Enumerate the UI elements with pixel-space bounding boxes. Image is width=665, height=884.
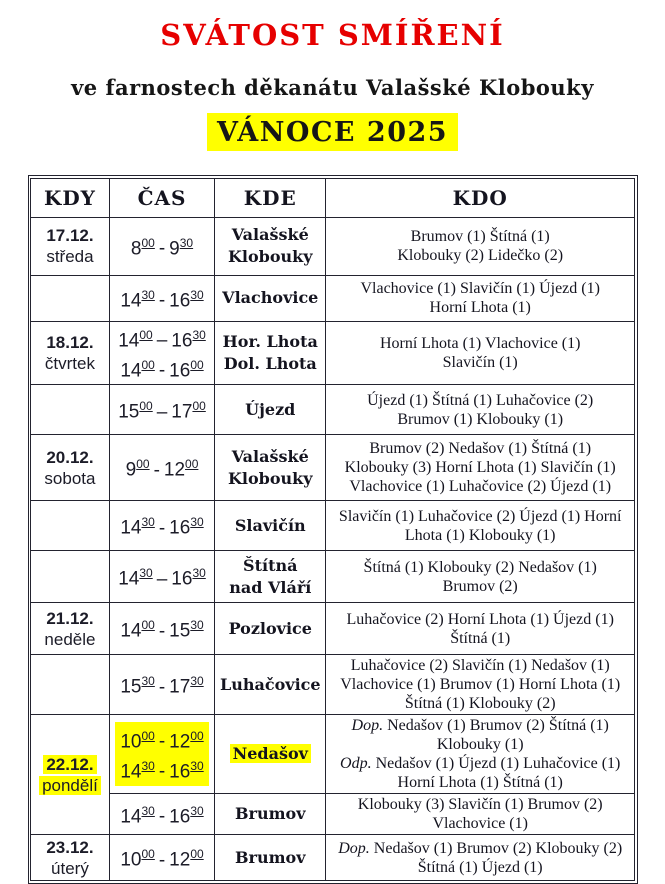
date-cell	[31, 385, 110, 435]
who-cell: Újezd (1) Štítná (1) Luhačovice (2) Brumov (1) Klobouky (1)	[326, 385, 635, 435]
who-cell: Luhačovice (2) Slavičín (1) Nedašov (1) Vlachovice (1) Brumov (1) Horní Lhota (1) Štítná (1) Klobouky (2)	[326, 655, 635, 715]
time-cell: $15^{30} - 17^{30}$	[109, 655, 214, 715]
column-header-cas: ČAS	[109, 178, 214, 217]
who-cell: Horní Lhota (1) Vlachovice (1) Slavičín (1)	[326, 321, 635, 385]
place-cell: Pozlovice	[215, 603, 326, 655]
date-cell	[31, 715, 110, 835]
column-header-kdo: KDO	[326, 178, 635, 217]
table-row	[31, 435, 635, 501]
schedule-table-frame	[28, 175, 638, 884]
table-row	[31, 501, 635, 551]
time-cell: $14^{30} - 16^{30}$	[109, 794, 214, 835]
date-cell: 20.12. sobota	[31, 435, 110, 501]
table-row	[31, 551, 635, 603]
who-cell: Štítná (1) Klobouky (2) Nedašov (1) Brumov (2)	[326, 551, 635, 603]
column-header-kde: KDE	[215, 178, 326, 217]
table-row	[31, 321, 635, 385]
highlight: 22.12.	[43, 755, 96, 774]
page-subtitle: ve farnostech děkanátu Valašské Klobouky	[71, 75, 594, 100]
table-row	[31, 603, 635, 655]
table-row	[31, 794, 635, 835]
date-cell: 23.12. úterý	[31, 835, 110, 881]
who-cell: Dop. Nedašov (1) Brumov (2) Štítná (1) Klobouky (1) Odp. Nedašov (1) Újezd (1) Luhačovice (1) Horní Lhota (1) Štítná (1)	[326, 715, 635, 794]
schedule-table	[30, 178, 635, 882]
place-cell: Hor. Lhota Dol. Lhota	[215, 321, 326, 385]
season-badge: VÁNOCE 2025	[207, 113, 458, 151]
time-cell: $10^{00} - 12^{00}$	[109, 835, 214, 881]
who-cell: Brumov (2) Nedašov (1) Štítná (1) Klobouky (3) Horní Lhota (1) Slavičín (1) Vlachovice (1) Luhačovice (2) Újezd (1)	[326, 435, 635, 501]
header-row	[31, 178, 635, 217]
date-cell	[31, 275, 110, 321]
season-wrap	[0, 113, 665, 151]
who-cell: Klobouky (3) Slavičín (1) Brumov (2) Vlachovice (1)	[326, 794, 635, 835]
who-cell: Luhačovice (2) Horní Lhota (1) Újezd (1) Štítná (1)	[326, 603, 635, 655]
place-cell: Újezd	[215, 385, 326, 435]
time-cell: $9^{00} - 12^{00}$	[109, 435, 214, 501]
time-cell: $14^{30} - 16^{30}$	[109, 275, 214, 321]
who-cell: Slavičín (1) Luhačovice (2) Újezd (1) Horní Lhota (1) Klobouky (1)	[326, 501, 635, 551]
date-cell	[31, 501, 110, 551]
place-cell: Valašské Klobouky	[215, 435, 326, 501]
table-row	[31, 217, 635, 275]
place-cell: Vlachovice	[215, 275, 326, 321]
who-cell: Brumov (1) Štítná (1) Klobouky (2) Lidečko (2)	[326, 217, 635, 275]
time-cell: $15^{00} - 17^{00}$	[109, 385, 214, 435]
place-cell: Brumov	[215, 835, 326, 881]
page-title: SVÁTOST SMÍŘENÍ	[160, 18, 505, 52]
table-row	[31, 385, 635, 435]
table-row	[31, 715, 635, 794]
table-row	[31, 835, 635, 881]
place-cell: Štítná nad Vláří	[215, 551, 326, 603]
date-cell	[31, 551, 110, 603]
time-cell: $14^{30} - 16^{30}$	[109, 501, 214, 551]
highlight: pondělí	[39, 776, 101, 795]
place-cell: Luhačovice	[215, 655, 326, 715]
place-cell: Valašské Klobouky	[215, 217, 326, 275]
highlight: Nedašov	[230, 744, 311, 763]
date-cell: 17.12. středa	[31, 217, 110, 275]
who-cell: Dop. Nedašov (1) Brumov (2) Klobouky (2) Štítná (1) Újezd (1)	[326, 835, 635, 881]
who-cell: Vlachovice (1) Slavičín (1) Újezd (1) Horní Lhota (1)	[326, 275, 635, 321]
place-cell: Slavičín	[215, 501, 326, 551]
time-cell: $14^{00} - 16^{30}$ $14^{00} - 16^{00}$	[109, 321, 214, 385]
place-cell	[215, 715, 326, 794]
time-cell	[109, 715, 214, 794]
column-header-kdy: KDY	[31, 178, 110, 217]
place-cell: Brumov	[215, 794, 326, 835]
table-row	[31, 275, 635, 321]
table-row	[31, 655, 635, 715]
date-cell: 21.12. neděle	[31, 603, 110, 655]
time-cell: $8^{00} - 9^{30}$	[109, 217, 214, 275]
highlight: $10^{00} - 12^{00}$ $14^{30} - 16^{30}$	[115, 722, 208, 787]
time-cell: $14^{00} - 15^{30}$	[109, 603, 214, 655]
time-cell: $14^{30} - 16^{30}$	[109, 551, 214, 603]
date-cell: 18.12. čtvrtek	[31, 321, 110, 385]
date-cell	[31, 655, 110, 715]
